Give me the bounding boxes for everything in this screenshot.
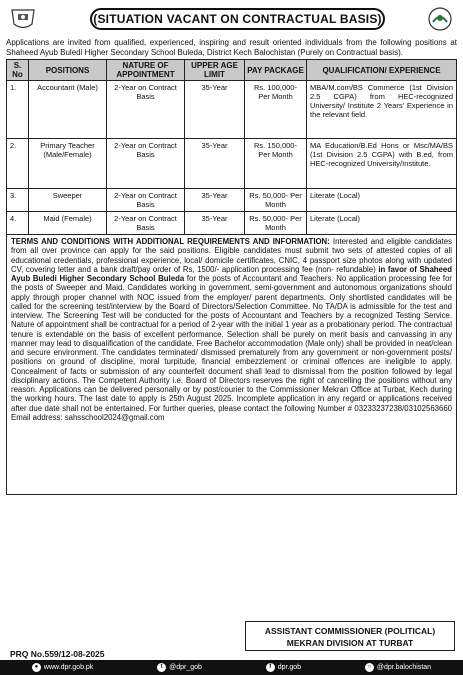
cell-age: 35-Year xyxy=(185,212,245,235)
table-row xyxy=(7,81,457,139)
positions-table xyxy=(6,59,457,235)
footer-bar xyxy=(0,660,463,675)
facebook-icon: f xyxy=(266,663,275,672)
authority-line1: ASSISTANT COMMISSIONER (POLITICAL) xyxy=(264,626,436,636)
col-header-age: UPPER AGE LIMIT xyxy=(185,60,245,81)
cell-age: 35-Year xyxy=(185,139,245,189)
cell-position: Sweeper xyxy=(29,189,107,212)
twitter-icon: t xyxy=(157,663,166,672)
cell-qualification: MBA/M.com/BS Commerce (1st Division 2.5 CGPA) from HEC-recognized University/ Institute 2 Years' Experience in the relevant field. xyxy=(307,81,457,139)
cell-pay: Rs. 50,000- Per Month xyxy=(245,189,307,212)
col-header-pay: PAY PACKAGE xyxy=(245,60,307,81)
cell-nature: 2-Year on Contract Basis xyxy=(107,81,185,139)
globe-icon: ● xyxy=(32,663,41,672)
footer-instagram[interactable] xyxy=(365,663,431,672)
footer-website[interactable] xyxy=(32,663,93,672)
prq-number: PRQ No.559/12-08-2025 xyxy=(10,649,105,659)
balochistan-emblem-icon xyxy=(8,6,38,32)
footer-handle3-text: @dpr.balochistan xyxy=(376,664,432,671)
table-header-row xyxy=(7,60,457,81)
cell-age: 35-Year xyxy=(185,81,245,139)
cell-qualification: MA Education/B.Ed Hons or Msc/MA/BS (1st Division 2.5 CGPA) with B.ed, from HEC-recognized University/Institute. xyxy=(307,139,457,189)
intro-paragraph: Applications are invited from qualified, experienced, inspiring and result oriented individuals from the following positions at Shaheed Ayub Buledi Higher Secondary School Buleda, District Kech Balochistan (Purely on Contractual basis). xyxy=(6,38,457,57)
col-header-positions: POSITIONS xyxy=(29,60,107,81)
footer-handle1-text: @dpr_gob xyxy=(169,664,202,671)
cell-nature: 2-Year on Contract Basis xyxy=(107,212,185,235)
cell-age: 35-Year xyxy=(185,189,245,212)
footer-facebook[interactable] xyxy=(266,663,301,672)
footer-twitter[interactable] xyxy=(157,663,202,672)
header xyxy=(6,4,457,34)
cell-pay: Rs. 100,000- Per Month xyxy=(245,81,307,139)
cell-no: 4. xyxy=(7,212,29,235)
col-header-nature: NATURE OF APPOINTMENT xyxy=(107,60,185,81)
cell-pay: Rs. 150,000- Per Month xyxy=(245,139,307,189)
cell-pay: Rs. 50,000- Per Month xyxy=(245,212,307,235)
table-row xyxy=(7,189,457,212)
authority-line2: MEKRAN DIVISION AT TURBAT xyxy=(286,638,414,648)
cell-qualification: Literate (Local) xyxy=(307,189,457,212)
cell-position: Maid (Female) xyxy=(29,212,107,235)
terms-text-part1: Interested and eligible candidates from all over province can apply for the said positions. Eligible candidates must submit two sets of attested copies of all educational credentials, professional experience, local/ domicile certificates, CNIC, 4 passport size photos along with updated CV, covering letter and a bank draft/pay order of Rs, 1500/- application processing fee (non- refundable) xyxy=(11,237,452,274)
page-title: (SITUATION VACANT ON CONTRACTUAL BASIS) xyxy=(90,8,385,30)
table-row xyxy=(7,212,457,235)
footer-website-text: www.dpr.gob.pk xyxy=(43,664,94,671)
cell-nature: 2-Year on Contract Basis xyxy=(107,139,185,189)
terms-text-bold: in favor of Shaheed Ayub Buledi Higher Secondary School Buleda xyxy=(11,264,452,284)
terms-text-part2: for the posts of Accountant and Teachers. No application processing fee for the posts of Sweeper and Maid. Candidates working in government, semi-government and autonomous organizations should apply through proper channel with NOC issued from the employer/ parent departments. Only shortlisted candidates will be called for the screening test/interview by the Board of Directors/Selection Committee. No TA/DA is admissible for the test and interview. The Screening Test will be conducted for the posts of Accountant and Teachers by a recognized Testing Service. Nature of appointment shall be contractual for a period of 2-year with the initial 1 year as a probationary period. The contractual tenure is extendable on the basis of excellent performance. Selection shall be purely on merit basis and canvassing in any manner may lead to disqualification of the candidate. Free Bachelor accommodation (Male only) shall be provided in neat/clean and secure environment. The candidates terminated/ dismissed prematurely from any government or non-government posts/ positions on ground of discipline, moral turpitude, financial embezzlement or criminal offences are ineligible to apply. Concealment of facts or submission of any counterfeit document shall lead to dismissal from the position followed by legal disciplinary actions. The Competent Authority i.e. Board of Directors reserves the right of cancelling the positions without any reason. Applications can be delivered personally or by post/courier to the Commissioner Mekran Office at Turbat, Kech during the working hours. The last date to apply is 25th August 2025. Incomplete application in any regard or applications received after due date shall not be entertained. For further queries, please contact the following Number # 03233237238/03102563660 Email address: sahsschool2024@gmail.com xyxy=(11,274,452,422)
dpr-emblem-icon xyxy=(425,6,455,32)
cell-no: 2. xyxy=(7,139,29,189)
cell-no: 1. xyxy=(7,81,29,139)
terms-heading: TERMS AND CONDITIONS WITH ADDITIONAL REQUIREMENTS AND INFORMATION: xyxy=(11,237,330,247)
table-row xyxy=(7,139,457,189)
cell-position: Primary Teacher (Male/Female) xyxy=(29,139,107,189)
authority-box xyxy=(245,621,455,651)
col-header-qualification: QUALIFICATION/ EXPERIENCE xyxy=(307,60,457,81)
cell-nature: 2-Year on Contract Basis xyxy=(107,189,185,212)
cell-qualification: Literate (Local) xyxy=(307,212,457,235)
instagram-icon: ○ xyxy=(365,663,374,672)
cell-position: Accountant (Male) xyxy=(29,81,107,139)
footer-handle2-text: dpr.gob xyxy=(277,664,302,671)
col-header-sno: S. No xyxy=(7,60,29,81)
cell-no: 3. xyxy=(7,189,29,212)
terms-and-conditions xyxy=(6,235,457,495)
